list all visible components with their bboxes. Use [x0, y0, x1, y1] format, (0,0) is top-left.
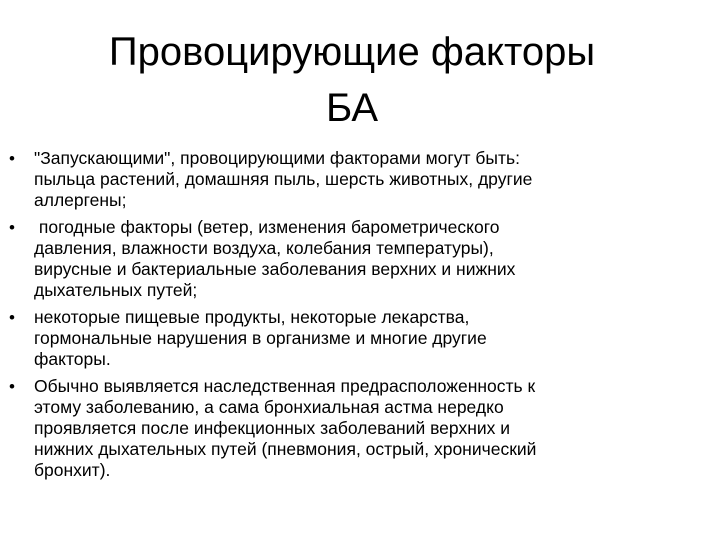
slide-title [24, 24, 680, 136]
bullet-line: бронхит). [34, 460, 111, 480]
bullet-line: пыльца растений, домашняя пыль, шерсть животных, другие [34, 169, 533, 189]
bullet-line: аллергены; [34, 190, 127, 210]
bullet-line: давления, влажности воздуха, колебания температуры), [34, 238, 494, 258]
bullet-item-triggers [0, 148, 640, 211]
bullet-line: факторы. [34, 349, 111, 369]
bullet-marker-icon: • [9, 377, 15, 396]
bullet-marker-icon: • [9, 149, 15, 168]
bullet-line: дыхательных путей; [34, 280, 198, 300]
bullet-line: проявляется после инфекционных заболеваний верхних и [34, 418, 511, 438]
bullet-line: вирусные и бактериальные заболевания верхних и нижних [34, 259, 516, 279]
bullet-line: гормональные нарушения в организме и многие другие [34, 328, 487, 348]
bullet-item-heredity [0, 376, 640, 481]
bullet-list [0, 148, 640, 487]
bullet-marker-icon: • [9, 218, 15, 237]
bullet-marker-icon: • [9, 308, 15, 327]
bullet-line: погодные факторы (ветер, изменения барометрического [34, 217, 500, 237]
bullet-item-food-drugs [0, 307, 640, 370]
bullet-line: некоторые пищевые продукты, некоторые лекарства, [34, 307, 470, 327]
bullet-line: Обычно выявляется наследственная предрасположенность к [34, 376, 536, 396]
slide-title-line-1: Провоцирующие факторы [108, 30, 596, 74]
bullet-line: "Запускающими", провоцирующими факторами могут быть: [34, 148, 520, 168]
bullet-line: нижних дыхательных путей (пневмония, острый, хронический [34, 439, 537, 459]
slide-title-line-2: БА [325, 86, 379, 130]
bullet-item-weather [0, 217, 640, 301]
bullet-line: этому заболеванию, а сама бронхиальная астма нередко [34, 397, 504, 417]
